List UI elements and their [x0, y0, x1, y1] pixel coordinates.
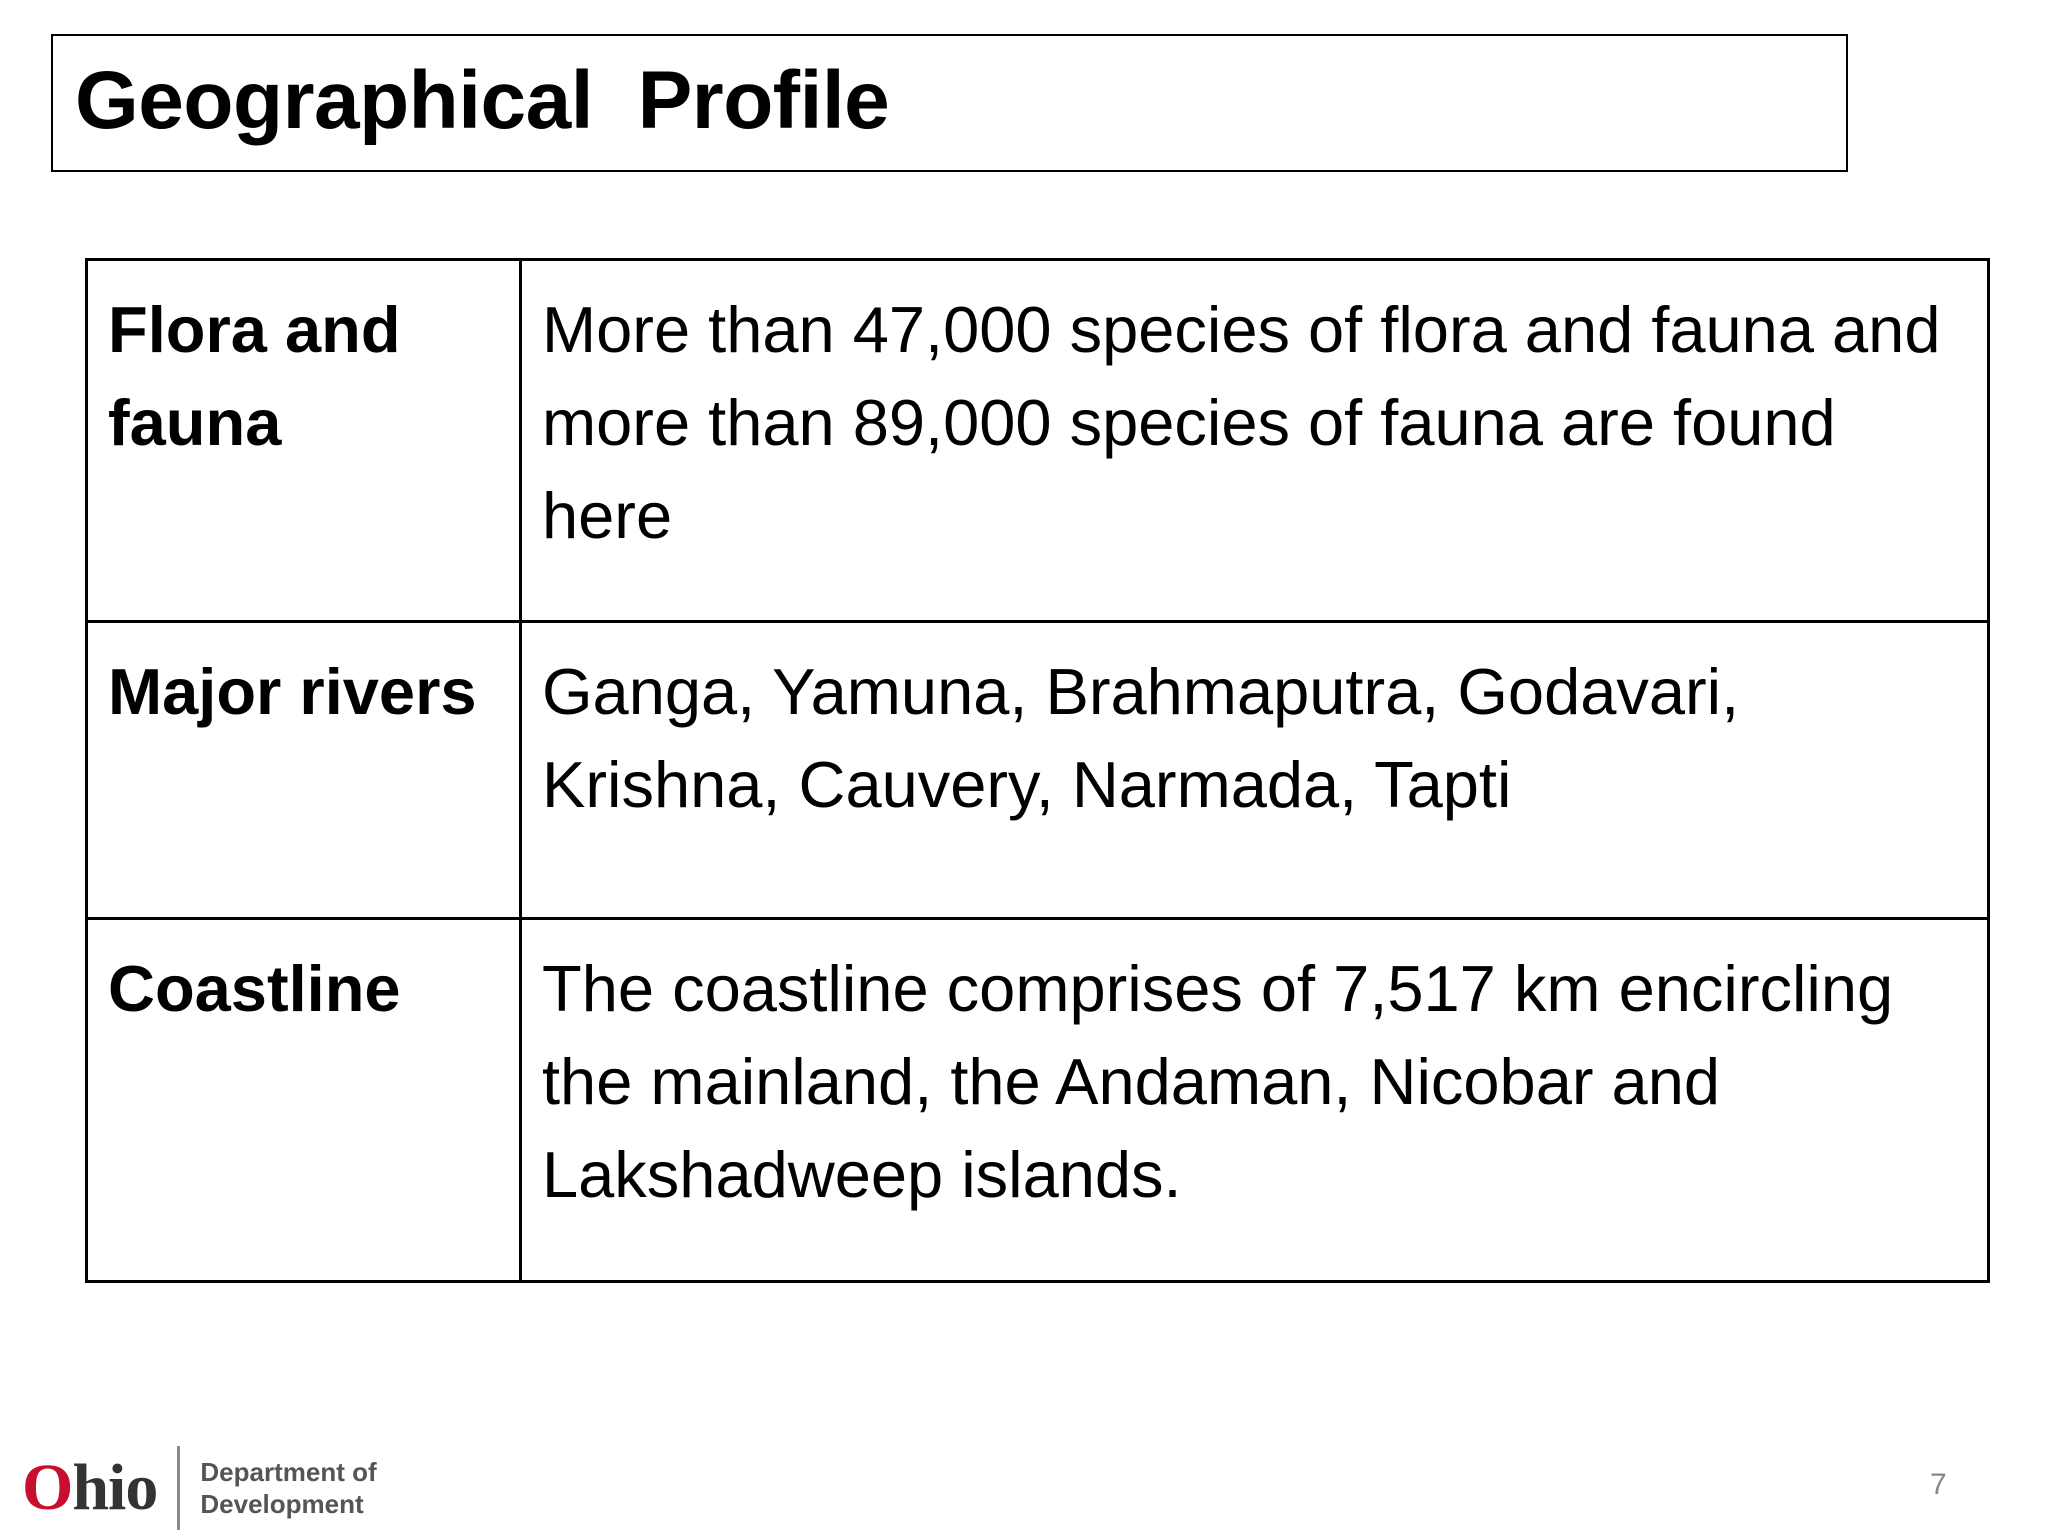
department-name — [200, 1456, 376, 1520]
row-value-flora-fauna: More than 47,000 species of flora and fauna and more than 89,000 species of fauna are found here — [521, 260, 1989, 622]
department-line-2: Development — [200, 1489, 364, 1519]
department-line-1: Department of — [200, 1457, 377, 1487]
slide-title-box — [51, 34, 1848, 172]
ohio-development-logo — [22, 1446, 377, 1530]
logo-divider — [177, 1446, 180, 1530]
slide-title: Geographical Profile — [75, 55, 890, 146]
row-label-coastline: Coastline — [87, 919, 521, 1282]
ohio-logo-wordmark — [22, 1451, 158, 1524]
table-row — [87, 260, 1989, 622]
geographical-profile-table — [85, 258, 1990, 1283]
page-number: 7 — [1930, 1468, 1947, 1501]
ohio-logo-letters-rest: hio — [72, 1451, 158, 1524]
row-label-flora-fauna: Flora and fauna — [87, 260, 521, 622]
ohio-logo-letter-o: O — [22, 1451, 73, 1524]
row-label-major-rivers: Major rivers — [87, 622, 521, 919]
row-value-coastline: The coastline comprises of 7,517 km encircling the mainland, the Andaman, Nicobar and Lakshadweep islands. — [521, 919, 1989, 1282]
table-row — [87, 919, 1989, 1282]
row-value-major-rivers: Ganga, Yamuna, Brahmaputra, Godavari, Krishna, Cauvery, Narmada, Tapti — [521, 622, 1989, 919]
table-row — [87, 622, 1989, 919]
